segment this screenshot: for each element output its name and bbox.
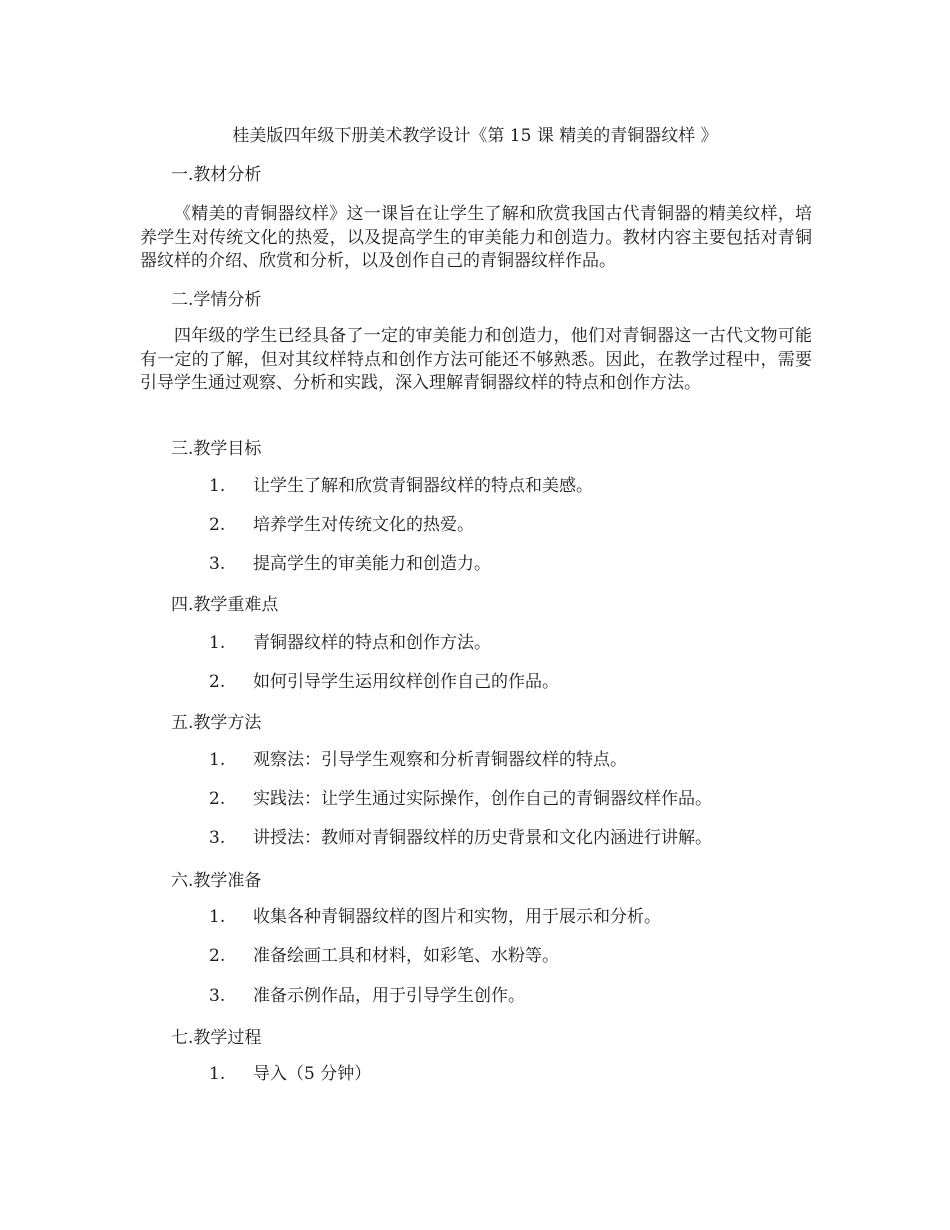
document-title: 桂美版四年级下册美术教学设计《第 15 课 精美的青铜器纹样 》 (232, 126, 718, 146)
list-item (209, 631, 491, 655)
list-item-text: 让学生了解和欣赏青铜器纹样的特点和美感。 (253, 476, 593, 496)
list-item-text: 提高学生的审美能力和创造力。 (253, 554, 491, 574)
section-heading-student-analysis: 二.学情分析 (171, 290, 262, 310)
list-item-number: 3. (209, 828, 226, 848)
list-item (209, 748, 627, 772)
list-item-number: 1. (209, 633, 226, 653)
list-item-text: 青铜器纹样的特点和创作方法。 (253, 633, 491, 653)
list-item-text: 导入（5 分钟） (253, 1064, 372, 1084)
list-item (209, 1062, 371, 1086)
list-item (209, 474, 593, 498)
section-heading-teaching-preparation: 六.教学准备 (171, 871, 262, 891)
list-item-number: 3. (209, 554, 226, 574)
list-item-text: 准备示例作品，用于引导学生创作。 (253, 986, 525, 1006)
list-item (209, 513, 474, 537)
list-item-number: 1. (209, 1064, 226, 1084)
section-paragraph-textbook-analysis: 《精美的青铜器纹样》这一课旨在让学生了解和欣赏我国古代青铜器的精美纹样，培养学生对传统文化的热爱，以及提高学生的审美能力和创造力。教材内容主要包括对青铜器纹样的介绍、欣赏和分析，以及创作自己的青铜器纹样作品。 (140, 204, 812, 271)
list-item-number: 2. (209, 789, 226, 809)
section-heading-teaching-methods: 五.教学方法 (171, 713, 262, 733)
list-item-text: 如何引导学生运用纹样创作自己的作品。 (253, 672, 559, 692)
list-item-text: 准备绘画工具和材料，如彩笔、水粉等。 (253, 946, 559, 966)
list-item-number: 3. (209, 986, 226, 1006)
list-item-text: 培养学生对传统文化的热爱。 (253, 515, 474, 535)
list-item-number: 2. (209, 946, 226, 966)
section-heading-textbook-analysis: 一.教材分析 (171, 165, 262, 185)
list-item-number: 1. (209, 907, 226, 927)
list-item-number: 2. (209, 515, 226, 535)
list-item-number: 1. (209, 476, 226, 496)
list-item-text: 实践法：让学生通过实际操作，创作自己的青铜器纹样作品。 (253, 789, 712, 809)
list-item (209, 787, 712, 811)
section-heading-teaching-process: 七.教学过程 (171, 1028, 262, 1048)
list-item (209, 984, 525, 1008)
list-item-text: 收集各种青铜器纹样的图片和实物，用于展示和分析。 (253, 907, 661, 927)
list-item (209, 552, 491, 576)
list-item (209, 670, 559, 694)
section-heading-key-difficulties: 四.教学重难点 (171, 595, 279, 615)
list-item-number: 2. (209, 672, 226, 692)
section-paragraph-student-analysis: 四年级的学生已经具备了一定的审美能力和创造力，他们对青铜器这一古代文物可能有一定的了解，但对其纹样特点和创作方法可能还不够熟悉。因此，在教学过程中，需要引导学生通过观察、分析和实践，深入理解青铜器纹样的特点和创作方法。 (140, 326, 812, 393)
list-item (209, 905, 661, 929)
list-item-text: 讲授法：教师对青铜器纹样的历史背景和文化内涵进行讲解。 (253, 828, 712, 848)
list-item (209, 944, 559, 968)
section-heading-teaching-goals: 三.教学目标 (171, 439, 262, 459)
list-item-text: 观察法：引导学生观察和分析青铜器纹样的特点。 (253, 750, 627, 770)
list-item-number: 1. (209, 750, 226, 770)
list-item (209, 826, 712, 850)
